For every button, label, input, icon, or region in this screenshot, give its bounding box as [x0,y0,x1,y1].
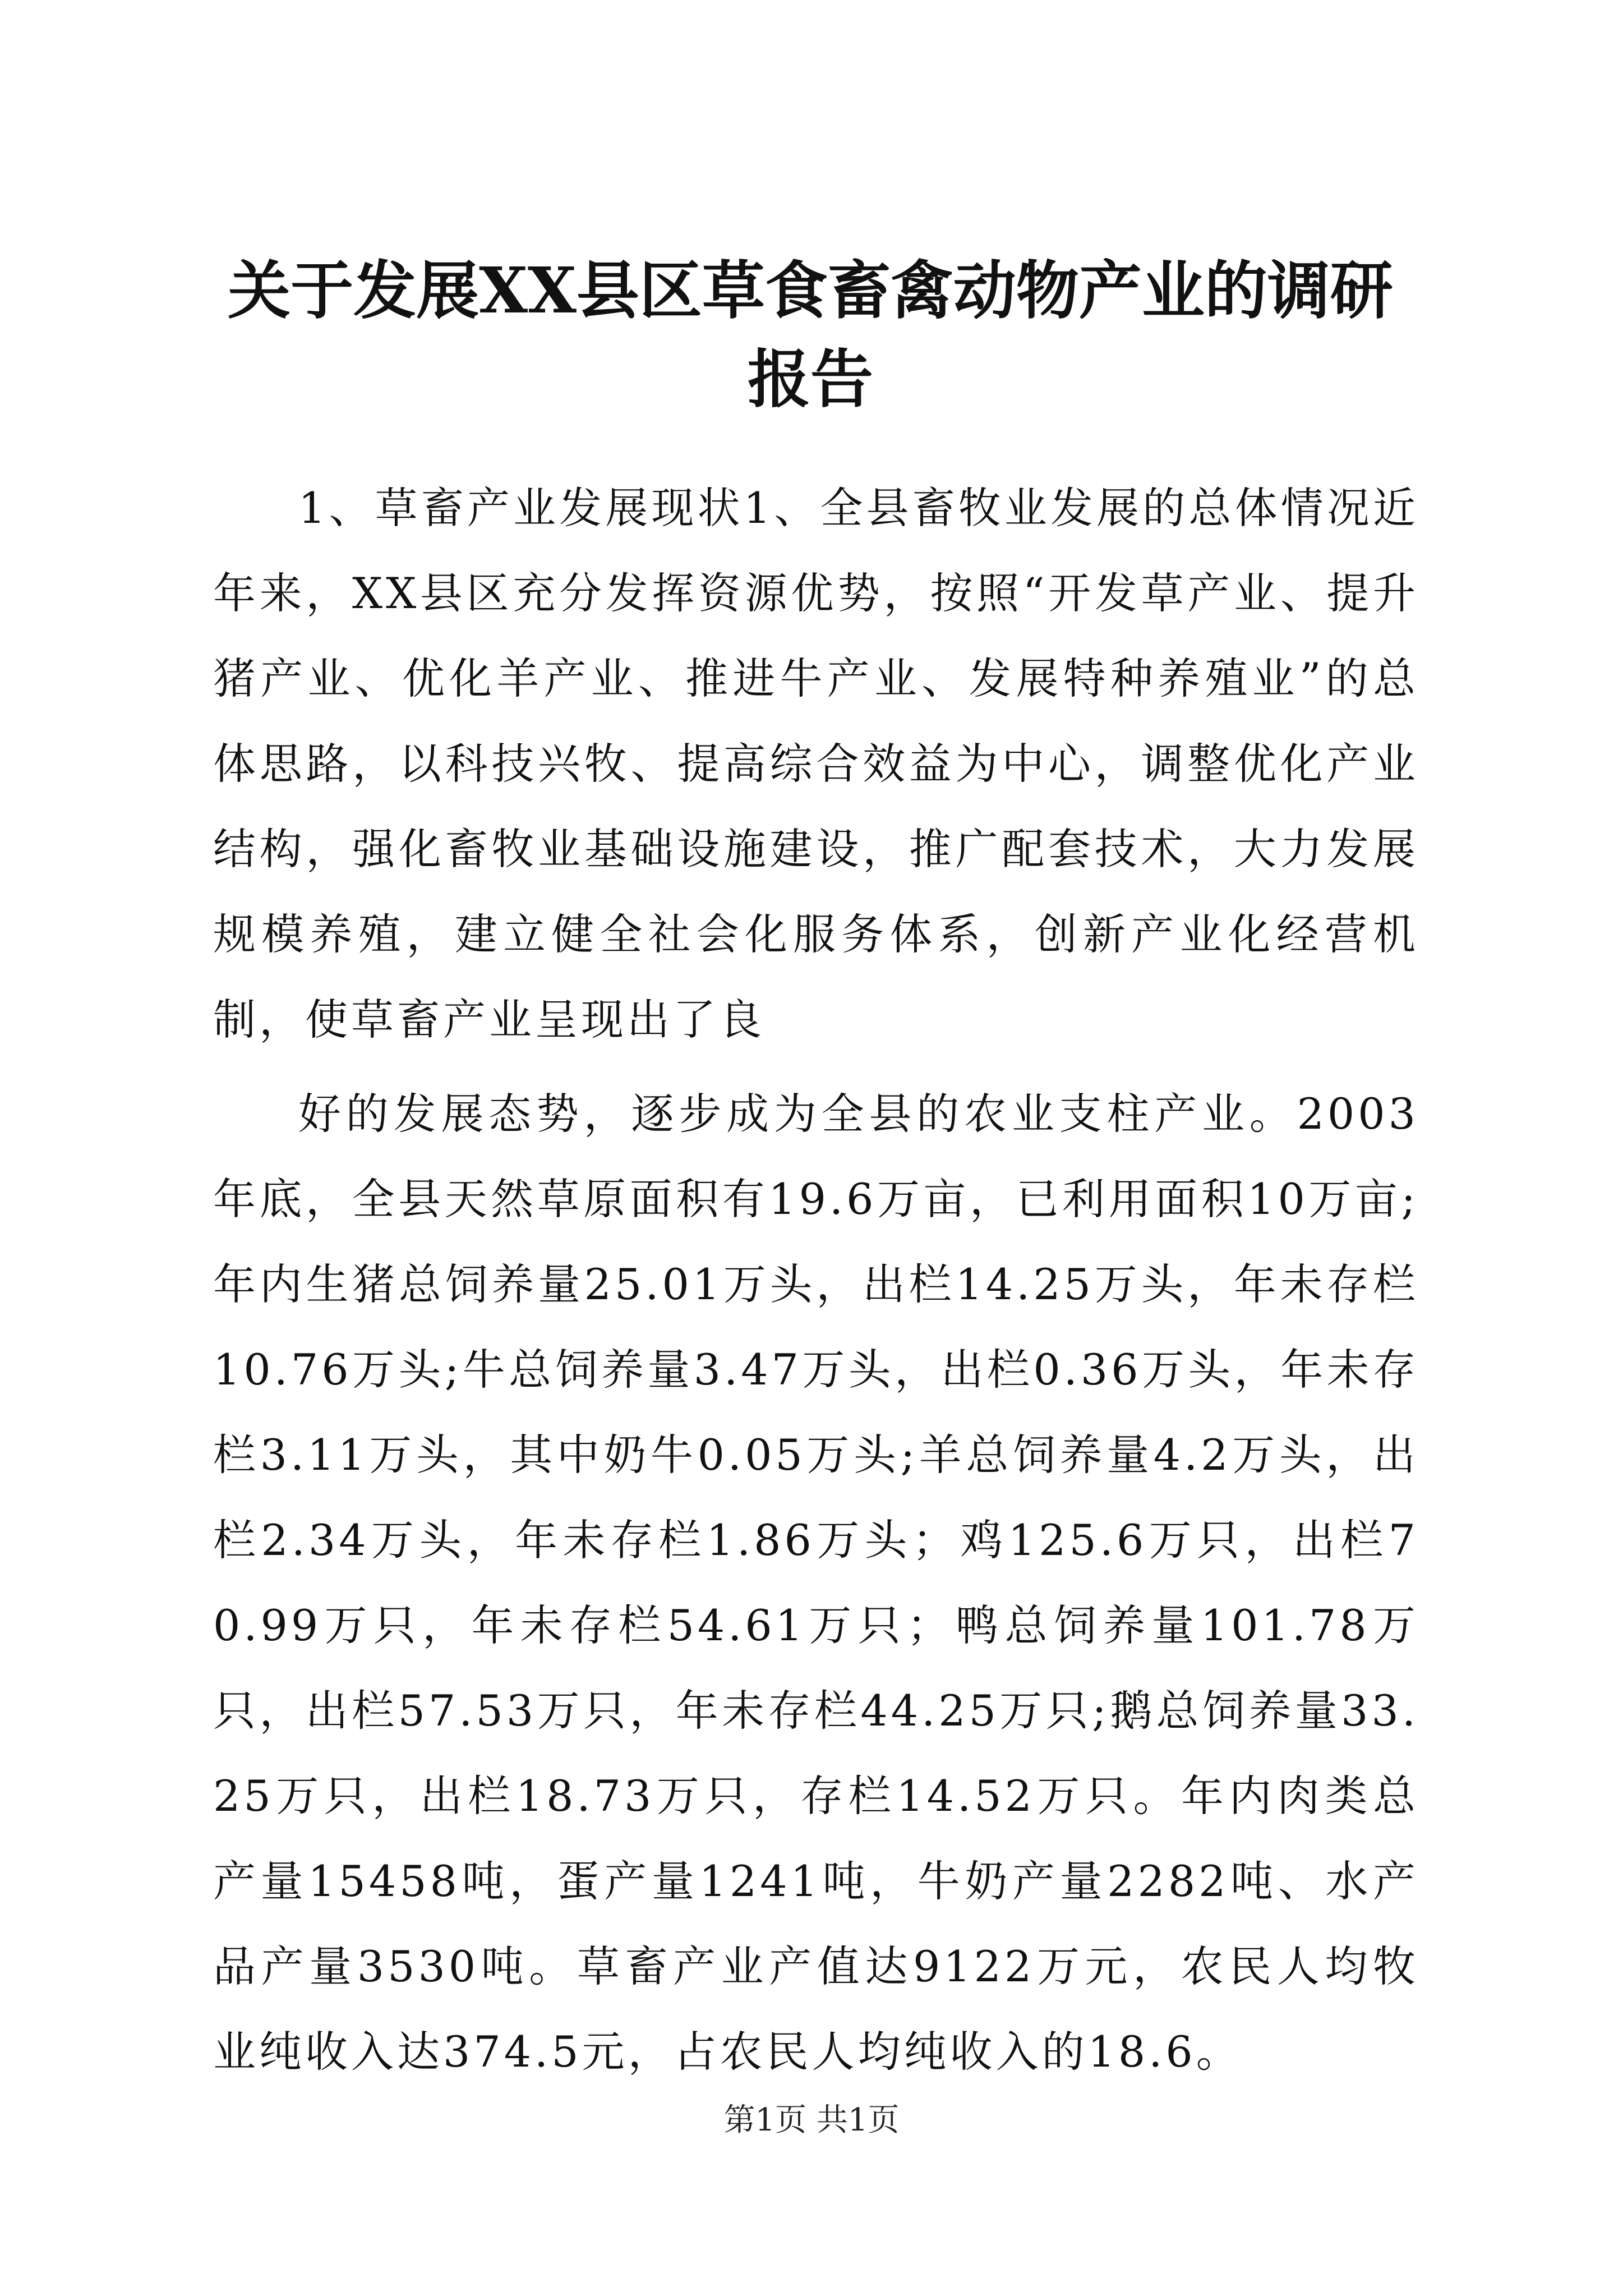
document-title: 关于发展XX县区草食畜禽动物产业的调研报告 [228,254,1393,416]
page-footer: 第1页 共1页 [723,2102,900,2138]
paragraph-1: 1、草畜产业发展现状1、全县畜牧业发展的总体情况近年来，XX县区充分发挥资源优势，按照“开发草产业、提升猪产业、优化羊产业、推进牛产业、发展特种养殖业”的总体思路，以科技兴牧、提高综合效益为中心，调整优化产业结构，强化畜牧业基础设施建设，推广配套技术，大力发展规模养殖，建立健全社会化服务体系，创新产业化经营机制，使草畜产业呈现出了良 [213,483,1419,1045]
paragraph-2: 好的发展态势，逐步成为全县的农业支柱产业。2003年底，全县天然草原面积有19.6万亩，已利用面积10万亩;年内生猪总饲养量25.01万头，出栏14.25万头，年未存栏10.76万头;牛总饲养量3.47万头，出栏0.36万头，年未存栏3.11万头，其中奶牛0.05万头;羊总饲养量4.2万头，出栏2.34万头，年未存栏1.86万头；鸡125.6万只，出栏70.99万只，年未存栏54.61万只；鸭总饲养量101.78万只，出栏57.53万只，年未存栏44.25万只;鹅总饲养量33.25万只，出栏18.73万只，存栏14.52万只。年内肉类总产量15458吨，蛋产量1241吨，牛奶产量2282吨、水产品产量3530吨。草畜产业产值达9122万元，农民人均牧业纯收入达374.5元，占农民人均纯收入的18.6。 [213,1089,1419,2077]
document-body [213,466,1419,2104]
